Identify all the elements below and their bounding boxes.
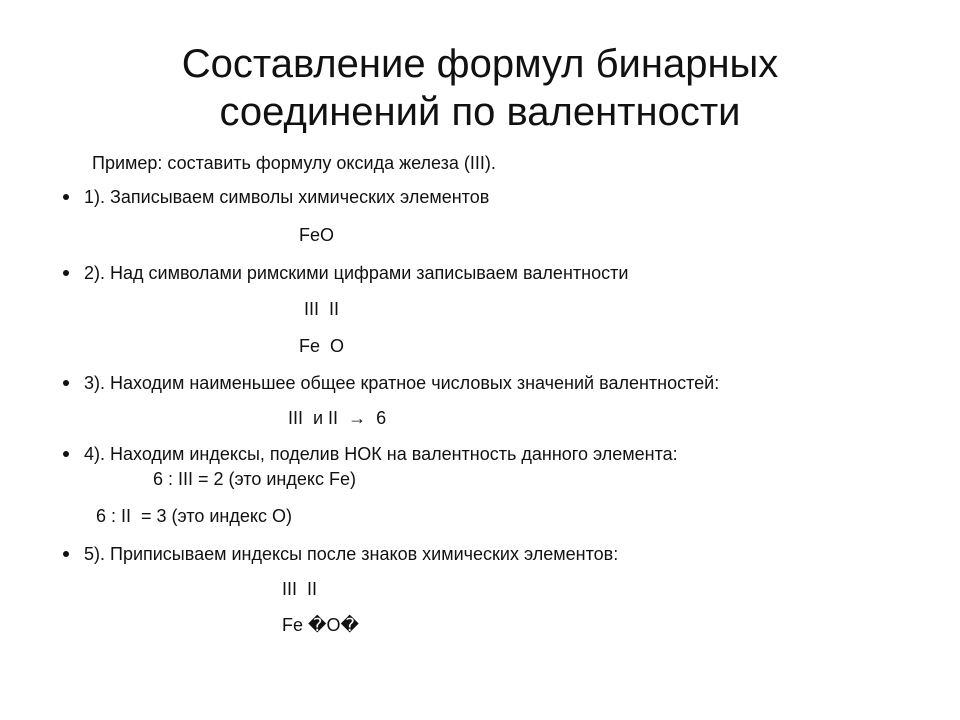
bullet-step-2 bbox=[63, 270, 69, 276]
step-4-calc-fe: 6 : III = 2 (это индекс Fe) bbox=[153, 469, 356, 489]
bullet-step-3 bbox=[63, 380, 69, 386]
intro-text: Пример: составить формулу оксида железа (III). bbox=[92, 153, 496, 173]
step-3-text: 3). Находим наименьшее общее кратное числовых значений валентностей: bbox=[84, 373, 720, 393]
title-line-2: соединений по валентности bbox=[219, 90, 741, 134]
step-2-valences: III II bbox=[304, 299, 340, 319]
step-5-formula: Fe �O� bbox=[282, 615, 359, 635]
step-2-text: 2). Над символами римскими цифрами записываем валентности bbox=[84, 263, 629, 283]
bullet-step-1 bbox=[63, 194, 69, 200]
step-1-formula: FeO bbox=[299, 225, 335, 245]
title-line-1: Составление формул бинарных bbox=[181, 42, 779, 86]
step-4-text: 4). Находим индексы, поделив НОК на валентность данного элемента: bbox=[84, 444, 678, 464]
step-5-valences: III II bbox=[282, 579, 318, 599]
step-1-text: 1). Записываем символы химических элементов bbox=[84, 187, 490, 207]
step-3-result: III и II → 6 bbox=[288, 408, 387, 428]
step-2-formula: Fe O bbox=[299, 336, 345, 356]
bullet-step-5 bbox=[63, 551, 69, 557]
bullet-step-4 bbox=[63, 451, 69, 457]
step-4-calc-o: 6 : II = 3 (это индекс O) bbox=[96, 506, 292, 526]
step-5-text: 5). Приписываем индексы после знаков химических элементов: bbox=[84, 544, 619, 564]
slide-title bbox=[0, 40, 960, 136]
